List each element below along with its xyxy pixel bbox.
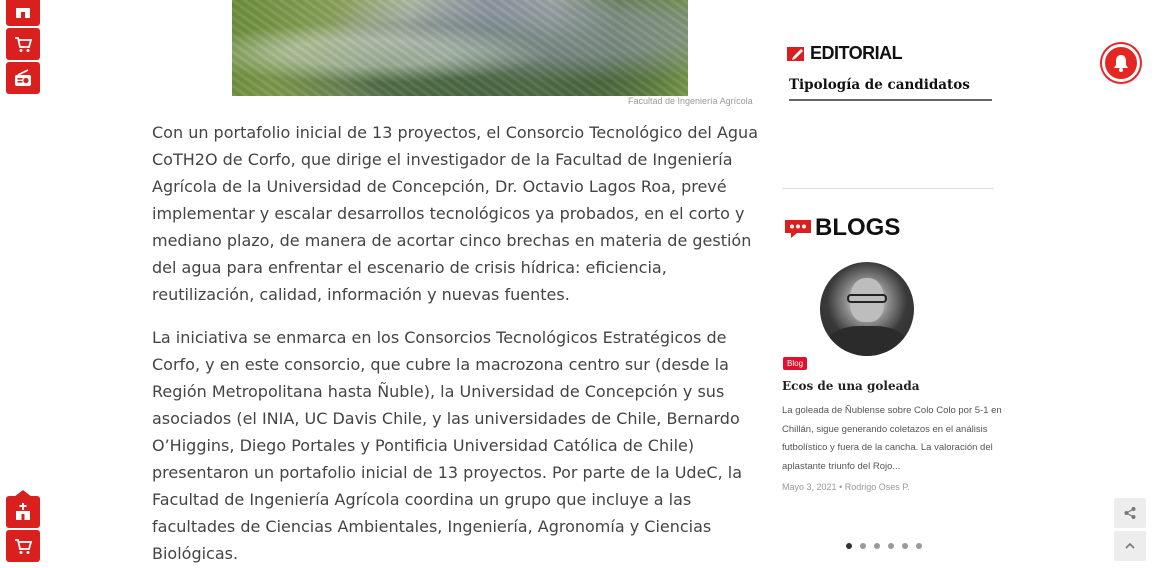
editorial-label: EDITORIAL	[810, 43, 903, 63]
side-menu-top	[6, 0, 42, 96]
scroll-to-top-button[interactable]	[1114, 531, 1146, 561]
blogs-heading	[784, 214, 900, 242]
side-button-radio[interactable]	[6, 62, 40, 94]
notification-bell-button[interactable]	[1102, 44, 1140, 82]
article-paragraph: Con un portafolio inicial de 13 proyectos, el Consorcio Tecnológico del Agua CoTH2O de Corfo, que dirige el investigador de la Facultad de Ingeniería Agrícola de la Universidad de Concepción, Dr. Octavio Lagos Roa, prevé implementar y escalar desarrollos tecnológicos ya probados, en el corto y mediano plazo, de manera de acortar cinco brechas en materia de gestión del agua para enfrentar el escenario de crisis hídrica: eficiencia, reutilización, calidad, información y nuevas fuentes.	[152, 123, 758, 304]
blog-post-date: Mayo 3, 2021	[782, 482, 837, 492]
cart-icon	[13, 34, 33, 54]
article-body	[152, 119, 762, 568]
carousel-dot[interactable]	[902, 543, 908, 549]
chevron-up-icon	[1123, 539, 1137, 553]
carousel-dot[interactable]	[846, 543, 852, 549]
blog-post-title[interactable]: Ecos de una goleada	[782, 379, 920, 393]
editorial-heading	[787, 43, 902, 64]
church-icon	[13, 502, 33, 522]
image-caption: Facultad de Ingeniería Agrícola	[628, 96, 753, 106]
side-button-shop[interactable]	[6, 28, 40, 60]
article-paragraph: La iniciativa se enmarca en los Consorcios Tecnológicos Estratégicos de Corfo, y en este consorcio, que cubre la macrozona centro sur (desde la Región Metropolitana hasta Ñuble), la Universidad de Concepción y sus asociados (el INIA, UC Davis Chile, y las universidades de Chile, Bernardo O’Higgins, Diego Portales y Pontificia Universidad Católica de Chile) presentaron un portafolio inicial de 13 proyectos. Por parte de la UdeC, la Facultad de Ingeniería Agrícola coordina un grupo que incluye a las facultades de Ciencias Ambientales, Ingeniería, Agronomía y Ciencias Biológicas.	[152, 328, 743, 563]
blog-tag-badge[interactable]: Blog	[783, 357, 807, 370]
side-menu-bottom	[6, 496, 42, 564]
share-icon	[1123, 506, 1137, 520]
house-icon	[13, 0, 33, 20]
blog-post-author[interactable]: Rodrigo Oses P.	[844, 482, 910, 492]
bell-icon	[1111, 53, 1131, 73]
side-button-church[interactable]	[6, 496, 40, 528]
editorial-icon	[787, 45, 807, 63]
carousel-pagination	[846, 543, 922, 549]
carousel-dot[interactable]	[874, 543, 880, 549]
side-button-shop[interactable]	[6, 530, 40, 562]
side-button-home[interactable]	[6, 0, 40, 26]
radio-icon	[13, 68, 33, 88]
carousel-dot[interactable]	[860, 543, 866, 549]
share-button[interactable]	[1114, 498, 1146, 528]
blogs-label: BLOGS	[815, 214, 901, 241]
carousel-dot[interactable]	[888, 543, 894, 549]
editorial-article-link[interactable]: Tipología de candidatos	[789, 77, 992, 101]
blog-post-excerpt: La goleada de Ñublense sobre Colo Colo por 5-1 en Chillán, sigue generando coletazos en el análisis futbolístico y fuera de la cancha. La valoración del aplastante triunfo del Rojo...	[782, 405, 1002, 472]
carousel-dot[interactable]	[916, 543, 922, 549]
blog-post-meta	[782, 482, 910, 492]
speech-bubble-icon	[784, 216, 812, 240]
meta-separator: •	[839, 482, 843, 492]
article-hero-image	[232, 0, 688, 96]
section-divider	[782, 188, 994, 189]
blog-author-avatar[interactable]	[820, 262, 914, 356]
cart-icon	[13, 536, 33, 556]
